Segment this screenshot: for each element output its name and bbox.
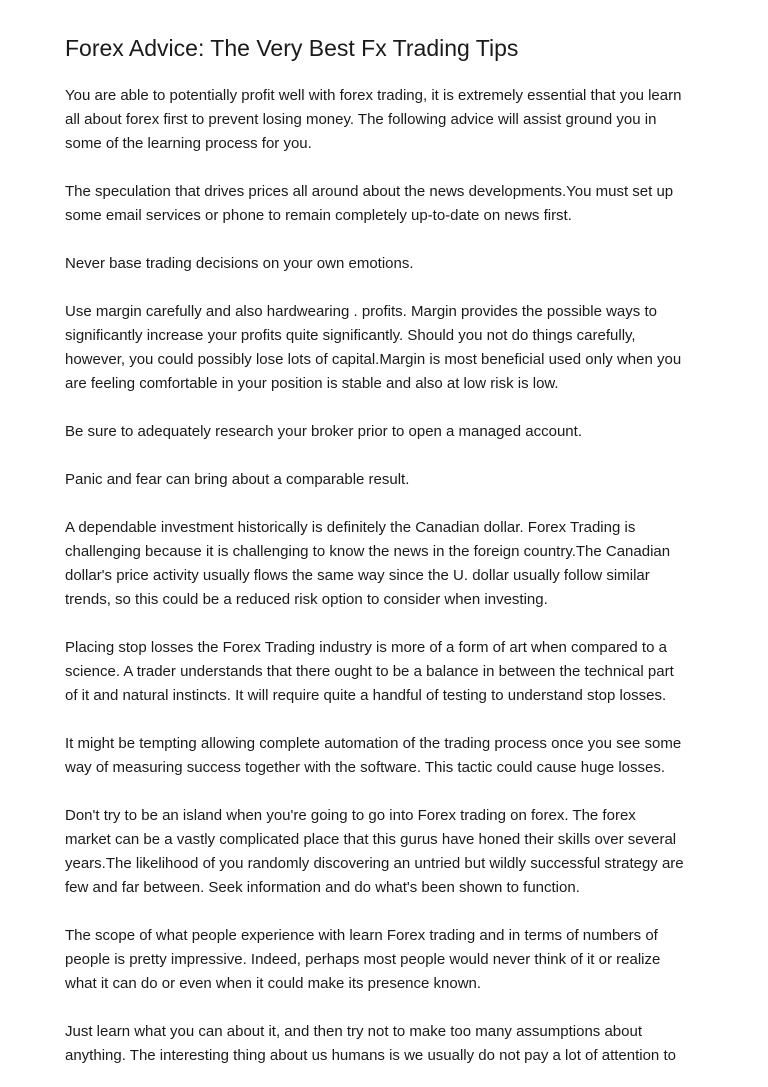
paragraph-line: Never base trading decisions on your own emotions. (65, 255, 414, 272)
paragraph-line: You are able to potentially profit well with forex trading, it is extremely essential that you learn (65, 87, 682, 104)
page-title: Forex Advice: The Very Best Fx Trading Tips (65, 35, 519, 61)
paragraph-line: way of measuring success together with the software. This tactic could cause huge losses. (65, 759, 666, 776)
paragraph-line: all about forex first to prevent losing money. The following advice will assist ground you in (65, 111, 657, 128)
paragraph-line: some of the learning process for you. (65, 135, 312, 152)
paragraph-line: anything. The interesting thing about us humans is we usually do not pay a lot of attention to (65, 1047, 676, 1064)
paragraph-line: The scope of what people experience with learn Forex trading and in terms of numbers of (65, 927, 658, 944)
paragraph (65, 516, 715, 612)
paragraph-line: science. A trader understands that there ought to be a balance in between the technical part (65, 663, 674, 680)
paragraph-line: Just learn what you can about it, and then try not to make too many assumptions about (65, 1023, 643, 1040)
paragraph (65, 732, 715, 780)
paragraph-line: dollar's price activity usually flows the same way since the U. dollar usually follow similar (65, 567, 650, 584)
paragraph-line: Use margin carefully and also hardwearing . profits. Margin provides the possible ways to (65, 303, 657, 320)
paragraph (65, 420, 715, 444)
paragraph-line: of it and natural instincts. It will require quite a handful of testing to understand stop losses. (65, 687, 667, 704)
document-body (65, 84, 715, 1087)
paragraph (65, 468, 715, 492)
paragraph (65, 924, 715, 996)
paragraph-line: market can be a vastly complicated place that this gurus have honed their skills over several (65, 831, 677, 848)
paragraph-line: challenging because it is challenging to know the news in the foreign country.The Canadian (65, 543, 671, 560)
paragraph (65, 180, 715, 228)
paragraph-line: A dependable investment historically is definitely the Canadian dollar. Forex Trading is (65, 519, 636, 536)
paragraph (65, 252, 715, 276)
paragraph (65, 804, 715, 900)
paragraph-line: people is pretty impressive. Indeed, perhaps most people would never think of it or realize (65, 951, 661, 968)
paragraph-line: few and far between. Seek information and do what's been shown to function. (65, 879, 580, 896)
paragraph-line: Panic and fear can bring about a comparable result. (65, 471, 410, 488)
paragraph-line: The speculation that drives prices all around about the news developments.You must set up (65, 183, 674, 200)
paragraph-line: trends, so this could be a reduced risk option to consider when investing. (65, 591, 548, 608)
paragraph-line: what it can do or even when it could make its presence known. (65, 975, 482, 992)
paragraph (65, 300, 715, 396)
paragraph-line: significantly increase your profits quite significantly. Should you not do things carefully, (65, 327, 636, 344)
paragraph (65, 1020, 715, 1068)
paragraph-line: however, you could possibly lose lots of capital.Margin is most beneficial used only when you (65, 351, 682, 368)
paragraph-line: Be sure to adequately research your broker prior to open a managed account. (65, 423, 582, 440)
paragraph-line: It might be tempting allowing complete automation of the trading process once you see some (65, 735, 682, 752)
paragraph-line: Don't try to be an island when you're going to go into Forex trading on forex. The forex (65, 807, 636, 824)
paragraph-line: Placing stop losses the Forex Trading industry is more of a form of art when compared to a (65, 639, 667, 656)
paragraph (65, 636, 715, 708)
paragraph-line: some email services or phone to remain completely up-to-date on news first. (65, 207, 572, 224)
paragraph (65, 84, 715, 156)
paragraph-line: are feeling comfortable in your position is stable and also at low risk is low. (65, 375, 559, 392)
paragraph-line: years.The likelihood of you randomly discovering an untried but wildly successful strategy are (65, 855, 684, 872)
